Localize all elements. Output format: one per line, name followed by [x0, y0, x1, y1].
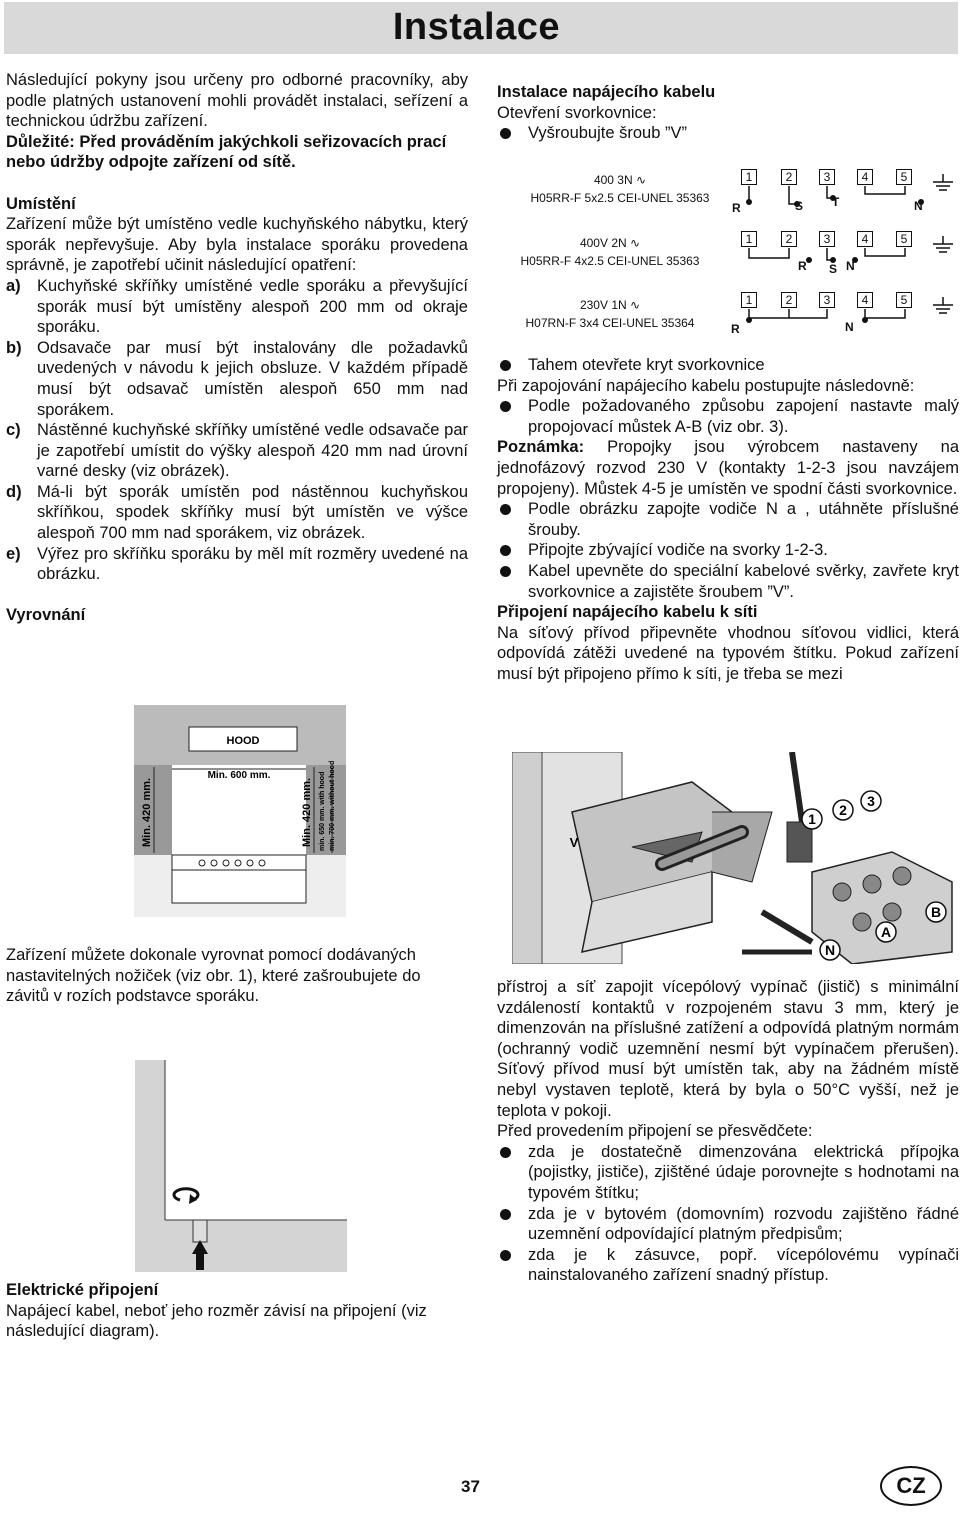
terminal-label: T — [832, 195, 840, 209]
cable-heading: Instalace napájecího kabelu — [497, 83, 716, 101]
terminal-label: R — [732, 201, 741, 215]
note-paragraph: Poznámka: Propojky jsou výrobcem nastaveny na jednofázový rozvod 230 V (kontakty 1-2-3 jsou navzájem propojeny). Můstek 4-5 je umístěn ve spodní části svorkovnice. — [497, 438, 959, 498]
electric-block — [6, 1280, 468, 1342]
terminal-number: 3 — [819, 292, 835, 308]
list-item: c) Nástěnné kuchyňské skříňky umístěné vedle odsavače par je zapotřebí umístit do výšky alespoň 420 mm nad úrovní varné desky (viz obrázek). — [6, 421, 468, 481]
terminal-number: 4 — [857, 169, 873, 185]
row2-cable: H05RR-F 4x2.5 CEI-UNEL 35363 — [520, 254, 700, 268]
photo-label-n: N — [824, 942, 836, 958]
list-item: a) Kuchyňské skříňky umístěné vedle sporáku a převyšující sporák musí být umístěny alespoň 200 mm od okraje sporáku. — [6, 276, 468, 337]
right-column-bottom — [497, 977, 959, 1286]
right-column-top — [497, 82, 959, 144]
list-item: Podle požadovaného způsobu zapojení nastavte malý propojovací můstek A-B (viz obr. 3). — [497, 396, 959, 437]
with-hood-label: min. 650 mm. with hood — [319, 771, 326, 851]
row1-voltage: 400 3N ∿ — [593, 173, 647, 187]
terminal-label: N — [846, 259, 855, 273]
check-intro: Před provedením připojení se přesvědčete: — [497, 1122, 813, 1141]
title-bar — [4, 2, 958, 54]
hood-label: HOOD — [226, 735, 260, 747]
terminal-label: R — [731, 322, 740, 336]
mains-text-bottom: přístroj a síť zapojit vícepólový vypínač (jistič) s minimální vzdáleností kontaktů v rozpojeném stavu 3 mm, který je dimenzován na příslušné zatížení a odpovídá platným normám (ochranný vodič uzemnění nesmí být vypínačem přerušen). Síťový přívod musí být umístěn tak, aby na žádném místě nebyl vystaven teplotě, která by byla o 50°C vyšší, než je teplota v pokoji. — [497, 978, 959, 1120]
mains-heading: Připojení napájecího kabelu k síti — [497, 603, 758, 622]
intro-paragraph: Následující pokyny jsou určeny pro odborné pracovníky, aby podle platných ustanovení mohli provádět instalaci, seřízení a technickou údržbu zařízení. — [6, 71, 468, 131]
left-column — [6, 70, 468, 626]
row1-cable: H05RR-F 5x2.5 CEI-UNEL 35363 — [530, 191, 710, 205]
page-title: Instalace — [392, 6, 560, 48]
list-item: Kabel upevněte do speciální kabelové svěrky, zavřete kryt svorkovnice a zajistěte šroubem ”V”. — [497, 561, 959, 602]
terminal-number: 2 — [781, 292, 797, 308]
terminal-number: 4 — [857, 231, 873, 247]
terminal-number: 5 — [896, 292, 912, 308]
list-item: Podle obrázku zapojte vodiče N a , utáhněte příslušné šrouby. — [497, 499, 959, 540]
important-note: Důležité: Před prováděním jakýchkoli seřizovacích prací nebo údržby odpojte zařízení od sítě. — [6, 132, 447, 172]
list-item: Připojte zbývající vodiče na svorky 1-2-3. — [497, 540, 959, 561]
without-hood-label: min. 700 mm. without hood — [329, 760, 336, 851]
open-terminal-text: Otevření svorkovnice: — [497, 103, 657, 122]
up-arrow-icon — [196, 1252, 204, 1270]
electric-heading: Elektrické připojení — [6, 1281, 159, 1299]
row3-voltage: 230V 1N ∿ — [579, 298, 641, 312]
min-420-right-label: Min. 420 mm. — [301, 777, 313, 847]
terminal-label: R — [798, 259, 807, 273]
terminal-number: 4 — [857, 292, 873, 308]
row3-cable: H07RN-F 3x4 CEI-UNEL 35364 — [525, 316, 695, 330]
list-item: Vyšroubujte šroub ”V” — [497, 123, 959, 144]
min-420-left-label: Min. 420 mm. — [141, 777, 153, 847]
leveling-text-block — [6, 945, 468, 1007]
list-item: zda je v bytovém (domovním) rozvodu zajištěno řádné uzemnění odpovídající platným předpisům; — [497, 1204, 959, 1245]
hood-clearance-figure — [134, 705, 346, 917]
photo-label-b: B — [930, 904, 942, 920]
terminal-label: S — [795, 199, 804, 213]
list-item: Tahem otevřete kryt svorkovnice — [497, 355, 959, 376]
electric-text: Napájecí kabel, neboť jeho rozměr závisí na připojení (viz následující diagram). — [6, 1301, 427, 1341]
terminal-wiring-lines — [725, 160, 960, 340]
terminal-number: 2 — [781, 169, 797, 185]
list-item: zda je dostatečně dimenzována elektrická přípojka (pojistky, jističe), zjištěné údaje porovnejte s hodnotami na typovém štítku; — [497, 1142, 959, 1204]
min-600-label: Min. 600 mm. — [207, 770, 271, 781]
terminal-number: 1 — [741, 231, 757, 247]
terminal-number: 5 — [896, 231, 912, 247]
terminal-number: 5 — [896, 169, 912, 185]
terminal-number: 3 — [819, 169, 835, 185]
connect-intro: Při zapojování napájecího kabelu postupujte následovně: — [497, 376, 915, 395]
mains-text-top: Na síťový přívod připevněte vhodnou síťovou vidlici, která odpovídá zátěži uvedené na typovém štítku. Pokud zařízení musí být připojeno přímo k síti, je třeba se mezi — [497, 623, 959, 683]
photo-label-1: 1 — [808, 811, 816, 827]
terminal-number: 1 — [741, 169, 757, 185]
leveling-text: Zařízení můžete dokonale vyrovnat pomocí dodávaných nastavitelných nožiček (viz obr. 1), které zašroubujete do závitů v rozích podstavce sporáku. — [6, 946, 421, 1006]
terminal-number: 2 — [781, 231, 797, 247]
leveling-heading: Vyrovnání — [6, 606, 86, 625]
right-column-middle — [497, 355, 959, 685]
terminal-number: 1 — [741, 292, 757, 308]
terminal-label: N — [845, 320, 854, 334]
placement-text: Zařízení může být umístěno vedle kuchyňského nábytku, který sporák nepřevyšuje. Aby byla instalace sporáku provedena správně, je zapotřebí učinit následující opatření: — [6, 215, 468, 275]
page-number: 37 — [461, 1477, 480, 1496]
row2-voltage: 400V 2N ∿ — [579, 236, 641, 250]
language-badge: CZ — [880, 1466, 942, 1506]
photo-label-3: 3 — [867, 793, 875, 809]
terminal-label: S — [829, 262, 838, 276]
terminal-block-illustration — [512, 752, 960, 964]
placement-heading: Umístění — [6, 194, 76, 213]
list-item: e) Výřez pro skříňku sporáku by měl mít rozměry uvedené na obrázku. — [6, 544, 468, 584]
photo-label-2: 2 — [839, 802, 847, 818]
photo-label-v: V — [569, 835, 579, 850]
terminal-number: 3 — [819, 231, 835, 247]
photo-label-a: A — [880, 924, 892, 940]
list-item: d) Má-li být sporák umístěn pod nástěnnou kuchyňskou skříňkou, spodek skříňky musí být umístěn ve výšce alespoň 700 mm nad sporákem, viz obrázek. — [6, 482, 468, 543]
terminal-label: N — [914, 199, 923, 213]
list-item: zda je k zásuvce, popř. vícepólovému vypínači nainstalovaného zařízení snadný přístup. — [497, 1245, 959, 1286]
list-item: b) Odsavače par musí být instalovány dle požadavků uvedených v návodu k jejich obsluze. V každém případě musí být odsavač umístěn alespoň 650 mm nad sporákem. — [6, 338, 468, 419]
leveling-foot-figure — [135, 1060, 347, 1272]
